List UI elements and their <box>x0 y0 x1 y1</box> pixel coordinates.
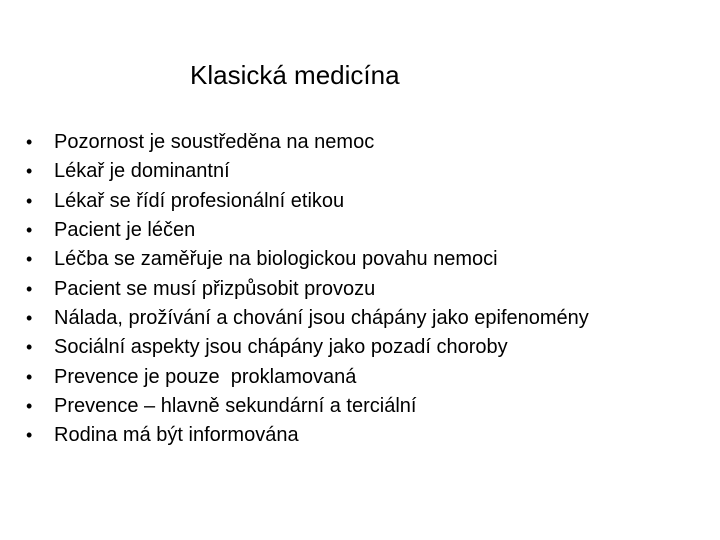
list-item-text: Prevence je pouze proklamovaná <box>54 365 357 388</box>
bullet-icon: • <box>26 278 33 299</box>
list-item <box>26 187 589 216</box>
list-item-text: Prevence – hlavně sekundární a terciální <box>54 394 417 417</box>
list-item-text: Pacient je léčen <box>54 219 196 242</box>
list-item-text: Léčba se zaměřuje na biologickou povahu nemoci <box>54 248 498 271</box>
list-item-text: Pacient se musí přizpůsobit provozu <box>54 277 376 300</box>
list-item <box>26 245 589 274</box>
bullet-icon: • <box>26 161 33 182</box>
list-item-text: Sociální aspekty jsou chápány jako pozadí choroby <box>54 336 508 359</box>
bullet-icon: • <box>26 307 33 328</box>
bullet-icon: • <box>26 337 33 358</box>
list-item <box>26 392 589 421</box>
list-item <box>26 421 589 450</box>
list-item-text: Lékař je dominantní <box>54 160 230 183</box>
list-item-text: Rodina má být informována <box>54 424 299 447</box>
list-item-text: Nálada, prožívání a chování jsou chápány jako epifenomény <box>54 306 589 329</box>
list-item <box>26 304 589 333</box>
bullet-icon: • <box>26 190 33 211</box>
list-item <box>26 216 589 245</box>
list-item <box>26 362 589 391</box>
bullet-icon: • <box>26 395 33 416</box>
bullet-icon: • <box>26 249 33 270</box>
list-item <box>26 157 589 186</box>
list-item <box>26 128 589 157</box>
list-item-text: Lékař se řídí profesionální etikou <box>54 189 345 212</box>
bullet-icon: • <box>26 366 33 387</box>
bullet-list <box>26 128 589 450</box>
list-item <box>26 333 589 362</box>
list-item <box>26 274 589 303</box>
bullet-icon: • <box>26 425 33 446</box>
slide-title: Klasická medicína <box>190 60 400 90</box>
bullet-icon: • <box>26 220 33 241</box>
list-item-text: Pozornost je soustředěna na nemoc <box>54 131 375 154</box>
bullet-icon: • <box>26 132 33 153</box>
